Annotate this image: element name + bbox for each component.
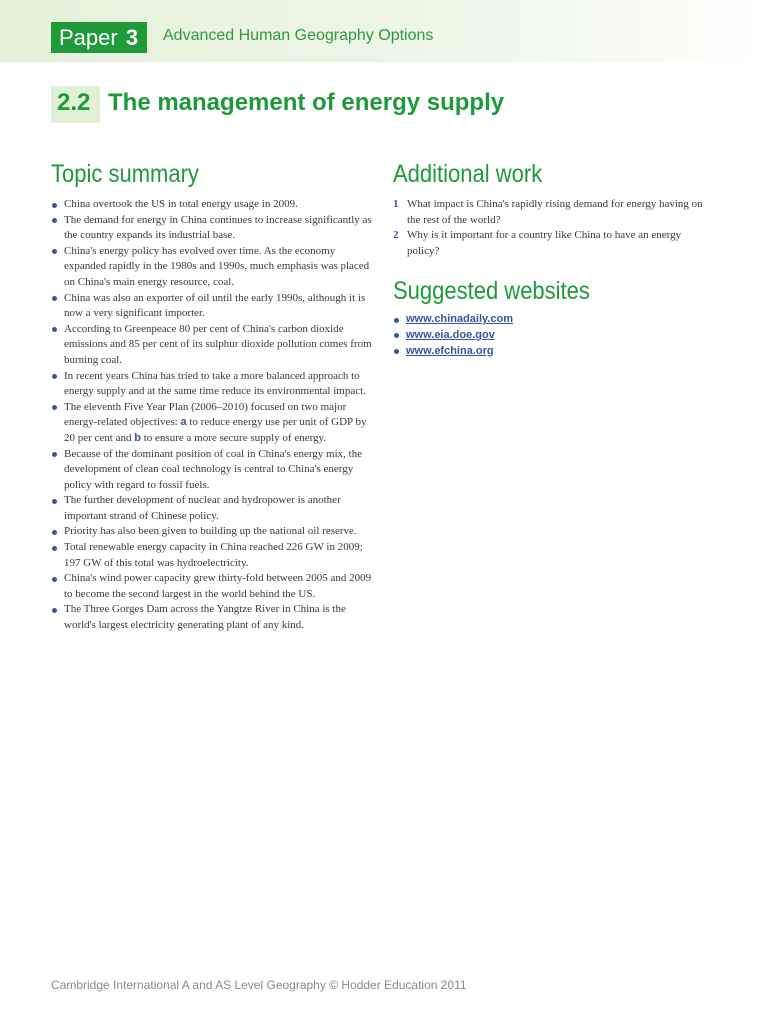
list-item: The demand for energy in China continues to increase significantly as the country expands its industrial base. bbox=[51, 213, 376, 244]
objective-marker-a: a bbox=[180, 416, 187, 429]
topic-summary-heading: Topic summary bbox=[51, 160, 199, 188]
page-footer: Cambridge International A and AS Level Geography © Hodder Education 2011 bbox=[51, 978, 467, 992]
additional-work-heading: Additional work bbox=[393, 160, 543, 188]
question-number: 2 bbox=[393, 229, 399, 242]
list-item bbox=[393, 312, 713, 328]
list-item: Because of the dominant position of coal in China's energy mix, the development of clean coal technology is central to China's energy policy with regard to fossil fuels. bbox=[51, 447, 376, 494]
question-item bbox=[393, 197, 713, 228]
website-link-efchina[interactable]: www.efchina.org bbox=[406, 344, 494, 357]
list-item: The further development of nuclear and hydropower is another important strand of Chinese policy. bbox=[51, 493, 376, 524]
list-item: China was also an exporter of oil until the early 1990s, although it is now a very significant importer. bbox=[51, 291, 376, 322]
list-item: China's energy policy has evolved over time. As the economy expanded rapidly in the 1980s and 1990s, much emphasis was placed on China's main energy resource, coal. bbox=[51, 244, 376, 291]
list-item: China's wind power capacity grew thirty-fold between 2005 and 2009 to become the second largest in the world behind the US. bbox=[51, 571, 376, 602]
suggested-websites-list bbox=[393, 312, 713, 359]
list-item bbox=[51, 400, 376, 447]
list-item: Total renewable energy capacity in China reached 226 GW in 2009; 197 GW of this total was hydroelectricity. bbox=[51, 540, 376, 571]
topic-summary-list bbox=[51, 197, 376, 634]
list-item-text: The eleventh Five Year Plan (2006–2010) focused on two major energy-related objectives: bbox=[64, 400, 347, 429]
list-item: In recent years China has tried to take a more balanced approach to energy supply and at the same time reduce its environmental impact. bbox=[51, 369, 376, 400]
list-item: The Three Gorges Dam across the Yangtze River in China is the world's largest electricity generating plant of any kind. bbox=[51, 602, 376, 633]
suggested-websites-heading: Suggested websites bbox=[393, 277, 590, 306]
list-item-text: to reduce energy use per unit of GDP by 20 per cent and bbox=[64, 416, 367, 444]
website-link-chinadaily[interactable]: www.chinadaily.com bbox=[406, 313, 513, 326]
paper-number: 3 bbox=[125, 25, 139, 50]
question-text: What impact is China's rapidly rising demand for energy having on the rest of the world? bbox=[407, 198, 703, 226]
list-item-text: to ensure a more secure supply of energy. bbox=[140, 431, 327, 444]
question-text: Why is it important for a country like China to have an energy policy? bbox=[407, 229, 682, 257]
additional-work-list bbox=[393, 197, 713, 259]
question-item bbox=[393, 228, 713, 259]
objective-marker-b: b bbox=[134, 431, 141, 444]
section-number: 2.2 bbox=[57, 89, 91, 116]
list-item bbox=[393, 328, 713, 344]
question-number: 1 bbox=[393, 198, 399, 210]
list-item: Priority has also been given to building up the national oil reserve. bbox=[51, 524, 376, 540]
topic-summary-column bbox=[51, 160, 376, 634]
paper-badge bbox=[51, 22, 147, 53]
list-item: According to Greenpeace 80 per cent of China's carbon dioxide emissions and 85 per cent of its sulphur dioxide pollution comes from burning coal. bbox=[51, 322, 376, 369]
header-title: Advanced Human Geography Options bbox=[163, 27, 434, 44]
website-link-eia[interactable]: www.eia.doe.gov bbox=[406, 328, 495, 341]
right-column bbox=[393, 160, 713, 359]
page-title: The management of energy supply bbox=[108, 89, 505, 116]
list-item bbox=[393, 344, 713, 360]
paper-word: Paper bbox=[59, 25, 118, 50]
list-item: China overtook the US in total energy usage in 2009. bbox=[51, 197, 376, 213]
